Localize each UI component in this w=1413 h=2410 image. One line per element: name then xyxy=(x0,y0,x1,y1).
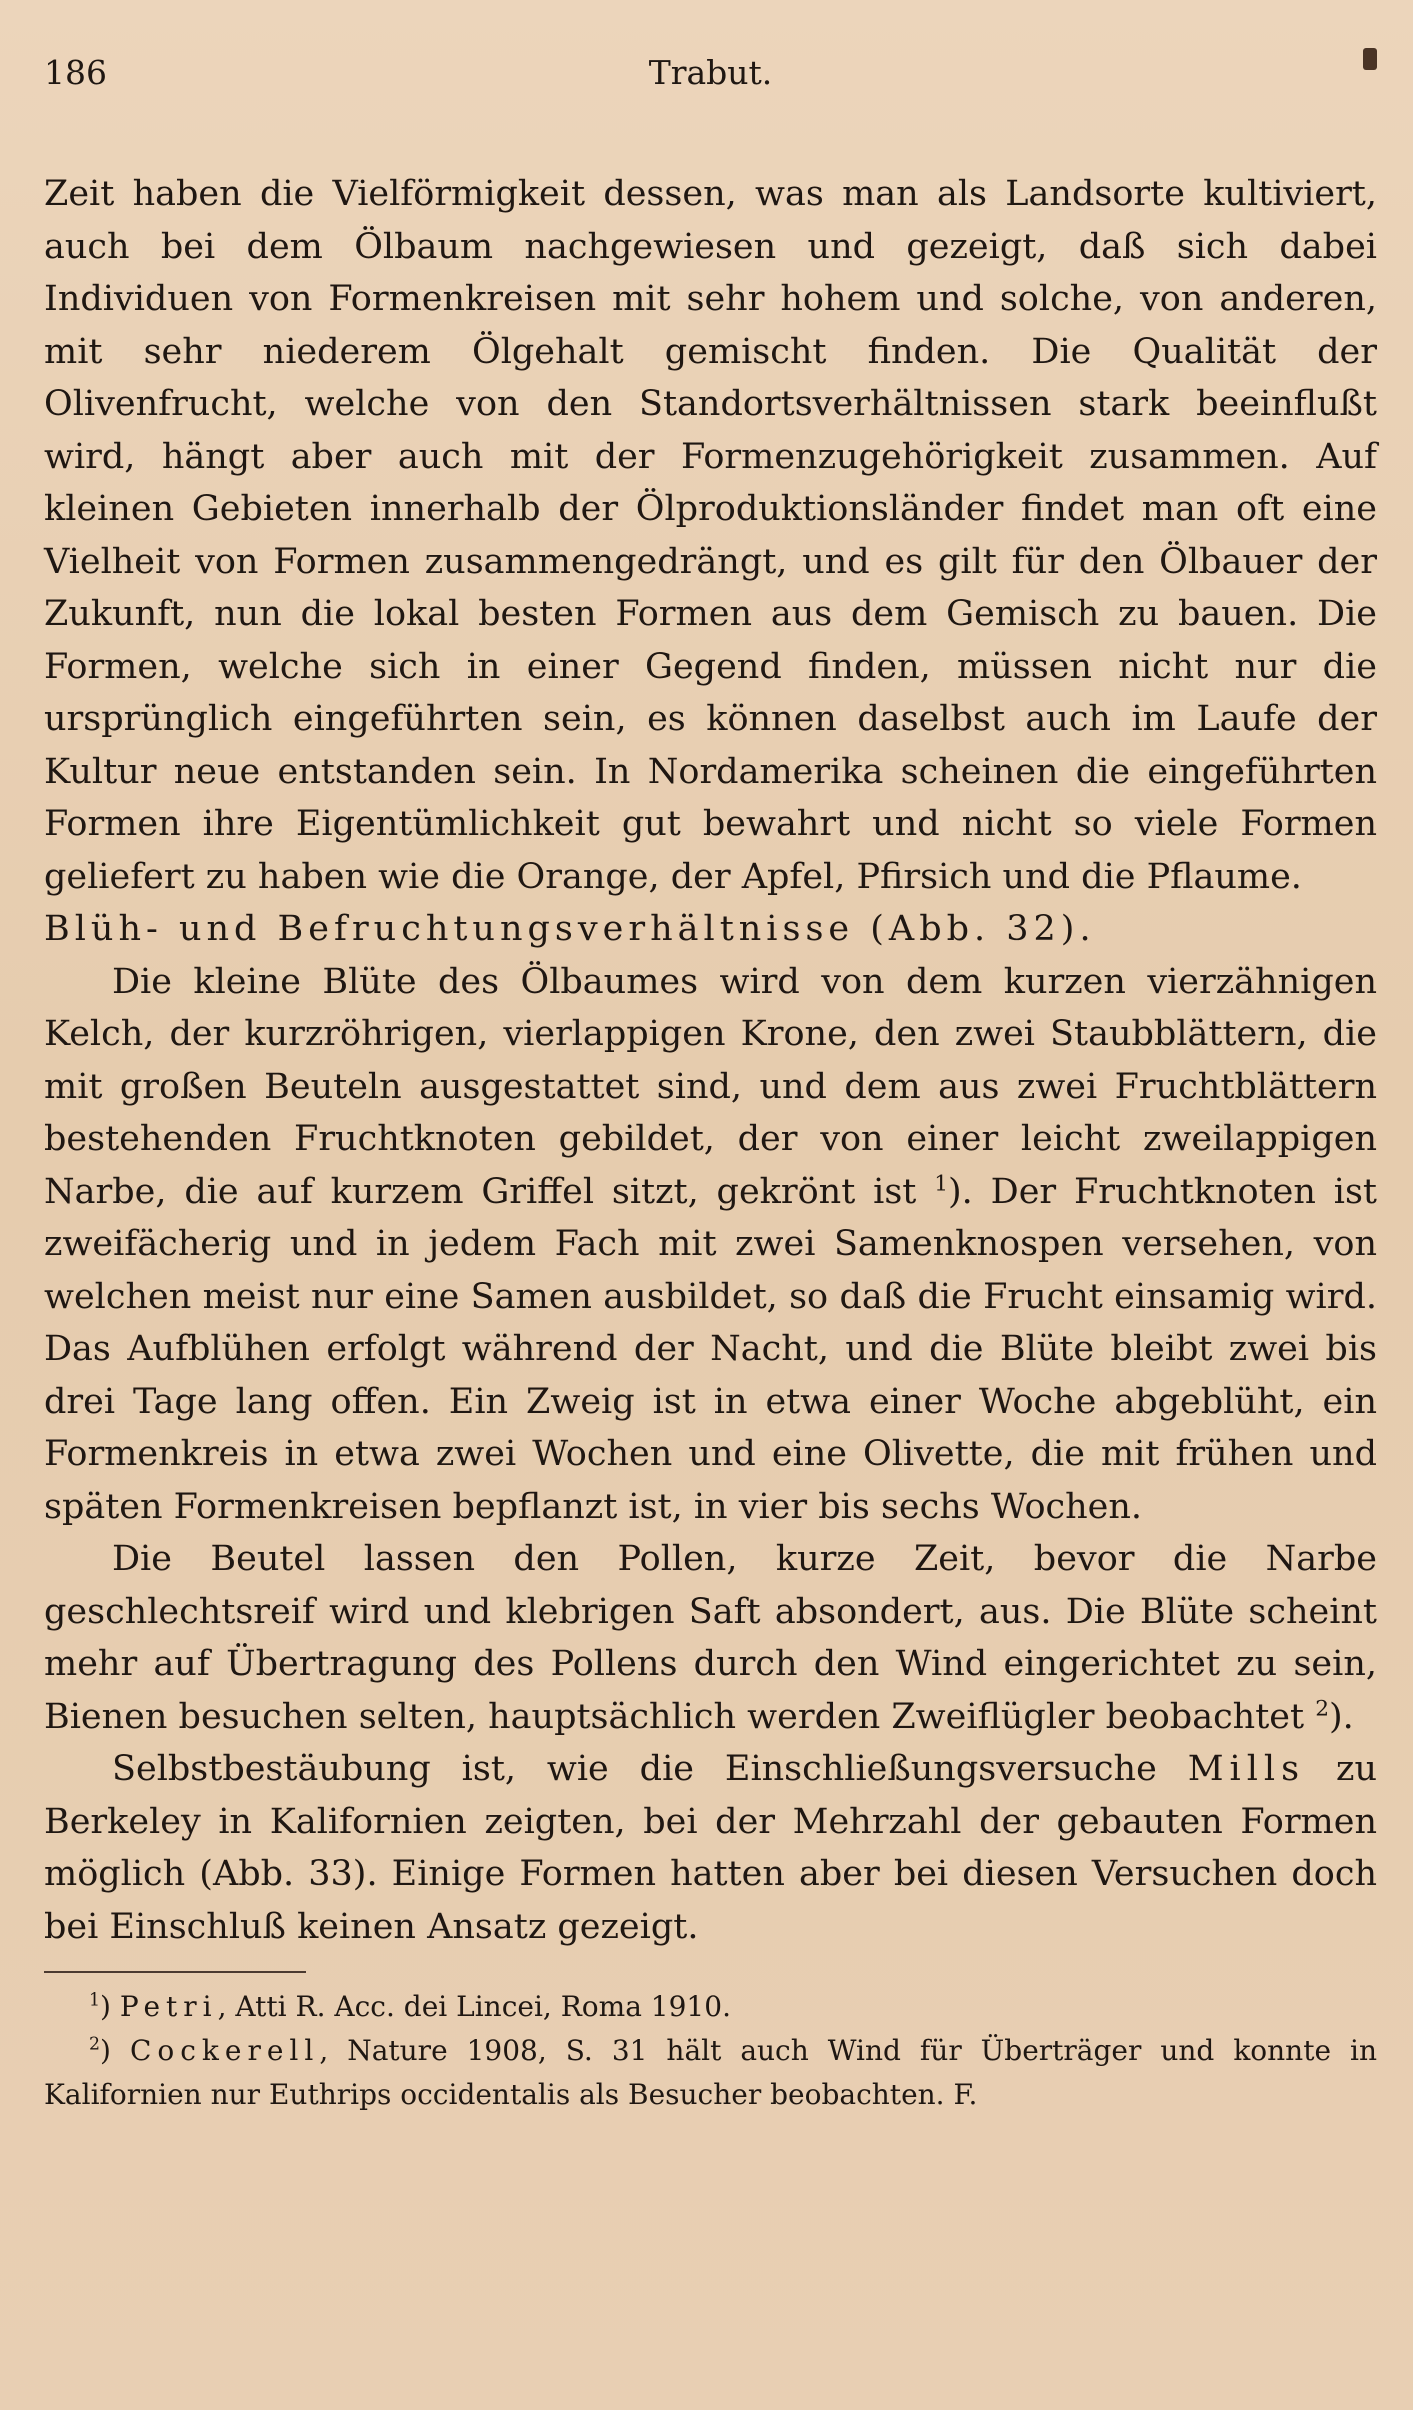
self-pollination-text-after-name: zu Berkeley in Kalifornien zeigten, bei der Mehrzahl der gebauten Formen möglich (Abb. 33). Einige Formen hatten aber bei diesen Versuchen doch bei Einschluß keinen Ansatz gezeigt. xyxy=(44,1749,1377,1947)
footnote-1-mark: 1 xyxy=(89,1990,101,2011)
footnotes xyxy=(44,1985,1377,2117)
ink-mark-icon xyxy=(1363,48,1377,70)
flower-paragraph xyxy=(44,956,1377,1534)
main-text xyxy=(44,168,1377,1953)
running-title: Trabut. xyxy=(648,53,773,92)
footnote-reference-2: 2 xyxy=(1315,1695,1330,1721)
author-name-mills: Mills xyxy=(1187,1749,1306,1789)
self-pollination-paragraph xyxy=(44,1743,1377,1953)
footnote-reference-1: 1 xyxy=(934,1170,949,1196)
footnote-2-mark: 2 xyxy=(89,2034,101,2055)
footnote-2-author: Cockerell xyxy=(129,2034,320,2067)
self-pollination-text-before-name: Selbstbestäubung ist, wie die Einschließungsversuche xyxy=(112,1749,1157,1789)
footnote-2: $^2$) Cockerell, Nature 1908, S. 31 hält auch Wind für Überträger und konnte in Kalifornien nur Euthrips occidentalis als Besucher beobachten. F. xyxy=(44,2034,1377,2111)
intro-paragraph: Zeit haben die Vielförmigkeit dessen, was man als Landsorte kultiviert, auch bei dem Ölbaum nachgewiesen und gezeigt, daß sich dabei Individuen von Formenkreisen mit sehr hohem und solche, von anderen, mit sehr niederem Ölgehalt gemischt finden. Die Qualität der Olivenfrucht, welche von den Standortsverhältnissen stark beeinflußt wird, hängt aber auch mit der Formenzugehörigkeit zusammen. Auf kleinen Gebieten innerhalb der Ölproduktionsländer findet man oft eine Vielheit von Formen zusammengedrängt, und es gilt für den Ölbauer der Zukunft, nun die lokal besten Formen aus dem Gemisch zu bauen. Die Formen, welche sich in einer Gegend finden, müssen nicht nur die ursprünglich eingeführten sein, es können daselbst auch im Laufe der Kultur neue entstanden sein. In Nordamerika scheinen die eingeführten Formen ihre Eigentümlichkeit gut bewahrt und nicht so viele Formen geliefert zu haben wie die Orange, der Apfel, Pfirsich und die Pflaume. xyxy=(44,174,1377,897)
footnote-1-text: , Atti R. Acc. dei Lincei, Roma 1910. xyxy=(217,1990,731,2023)
running-head xyxy=(44,48,1377,98)
pollination-paragraph-text-after-mark: ). xyxy=(1329,1696,1354,1737)
footnote-divider xyxy=(44,1971,306,1973)
pollination-paragraph xyxy=(44,1533,1377,1743)
footnote-1: $^1$) Petri, Atti R. Acc. dei Lincei, Roma 1910. xyxy=(89,1990,731,2023)
footnote-1-author: Petri xyxy=(119,1990,218,2023)
flower-paragraph-text-after-mark: ). Der Fruchtknoten ist zweifächerig und in jedem Fach mit zwei Samenknospen versehen, von welchen meist nur eine Samen ausbildet, so daß die Frucht einsamig wird. Das Aufblühen erfolgt während der Nacht, und die Blüte bleibt zwei bis drei Tage lang offen. Ein Zweig ist in etwa einer Woche abgeblüht, ein Formenkreis in etwa zwei Wochen und eine Olivette, die mit frühen und späten Formenkreisen bepflanzt ist, in vier bis sechs Wochen. xyxy=(44,1171,1377,1527)
pollination-paragraph-text-before-mark: Die Beutel lassen den Pollen, kurze Zeit, bevor die Narbe geschlechtsreif wird und klebrigen Saft absondert, aus. Die Blüte scheint mehr auf Übertragung des Pollens durch den Wind eingerichtet zu sein, Bienen besuchen selten, hauptsächlich werden Zweiflügler beobachtet xyxy=(44,1539,1377,1737)
footnote-2-signature: F. xyxy=(953,2078,978,2111)
page-number: 186 xyxy=(44,53,107,92)
section-heading: Blüh- und Befruchtungsverhältnisse (Abb. 32). xyxy=(44,909,1096,949)
footnote-2-text: , Nature 1908, S. 31 hält auch Wind für Überträger und konnte in Kalifornien nur Euthrips occidentalis als Besucher beobachten. xyxy=(44,2034,1377,2111)
flower-paragraph-text-before-mark: Die kleine Blüte des Ölbaumes wird von dem kurzen vierzähnigen Kelch, der kurzröhrigen, vierlappigen Krone, den zwei Staubblättern, die mit großen Beuteln ausgestattet sind, und dem aus zwei Fruchtblättern bestehenden Fruchtknoten gebildet, der von einer leicht zweilappigen Narbe, die auf kurzem Griffel sitzt, gekrönt ist xyxy=(44,961,1377,1212)
